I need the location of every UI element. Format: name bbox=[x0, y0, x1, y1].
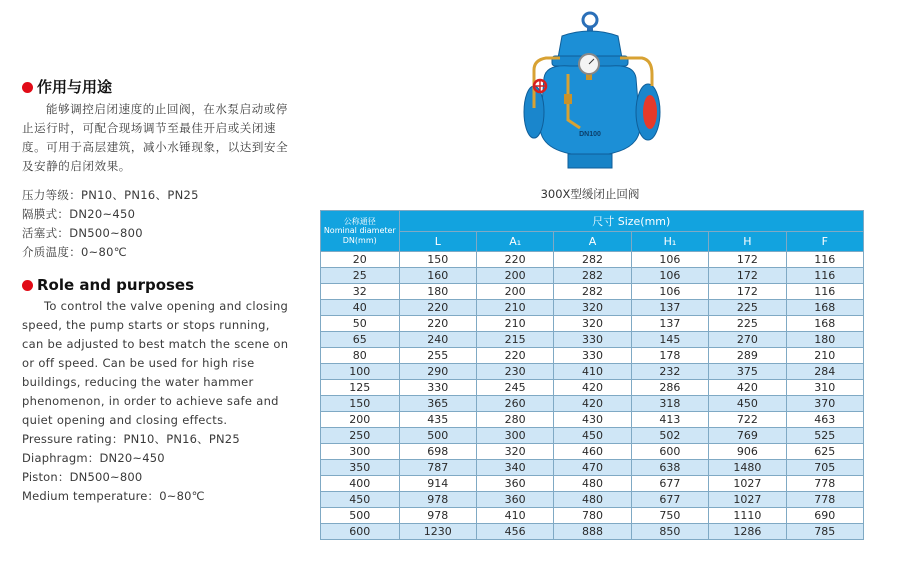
cell-l: 220 bbox=[399, 300, 476, 316]
cell-l: 290 bbox=[399, 364, 476, 380]
cell-a1: 360 bbox=[476, 492, 553, 508]
cell-h: 289 bbox=[709, 348, 786, 364]
cell-dn: 400 bbox=[321, 476, 400, 492]
table-row bbox=[321, 444, 864, 460]
cell-l: 978 bbox=[399, 492, 476, 508]
cn-spec-pressure: 压力等级：PN10、PN16、PN25 bbox=[22, 188, 199, 202]
cell-h1: 638 bbox=[631, 460, 708, 476]
cell-h: 906 bbox=[709, 444, 786, 460]
cell-l: 500 bbox=[399, 428, 476, 444]
cell-l: 698 bbox=[399, 444, 476, 460]
en-section bbox=[22, 274, 292, 506]
cell-l: 1230 bbox=[399, 524, 476, 540]
cell-a: 450 bbox=[554, 428, 631, 444]
table-row bbox=[321, 428, 864, 444]
col-header-h1: H₁ bbox=[631, 232, 708, 252]
dn-header-unit: DN(mm) bbox=[342, 235, 377, 245]
cell-l: 220 bbox=[399, 316, 476, 332]
dimension-table bbox=[320, 210, 864, 540]
dn-header-en: Nominal diameter bbox=[323, 226, 396, 236]
cn-spec-diaphragm: 隔膜式：DN20~450 bbox=[22, 207, 136, 221]
cell-f: 785 bbox=[786, 524, 863, 540]
valve-product-image bbox=[510, 8, 670, 180]
cn-spec-temperature: 介质温度：0~80℃ bbox=[22, 245, 127, 259]
cell-f: 284 bbox=[786, 364, 863, 380]
cell-l: 435 bbox=[399, 412, 476, 428]
en-paragraph: To control the valve opening and closing speed, the pump starts or stops running, can be adjusted to best match the scene on or off speed. Can be used for high rise buildings, reducing the water hammer phenomenon, in order to achieve safe and quiet opening and closing effects. bbox=[22, 299, 289, 427]
cell-a1: 210 bbox=[476, 300, 553, 316]
cell-a: 780 bbox=[554, 508, 631, 524]
cell-f: 778 bbox=[786, 492, 863, 508]
cell-h: 172 bbox=[709, 268, 786, 284]
cell-dn: 32 bbox=[321, 284, 400, 300]
cn-paragraph: 能够调控启闭速度的止回阀，在水泵启动或停止运行时，可配合现场调节至最佳开启或关闭速度。可用于高层建筑，减小水锤现象，以达到安全及安静的启闭效果。 bbox=[22, 102, 289, 173]
cell-a1: 456 bbox=[476, 524, 553, 540]
cell-h1: 286 bbox=[631, 380, 708, 396]
cell-h1: 850 bbox=[631, 524, 708, 540]
dn-header-cell bbox=[321, 211, 400, 252]
cell-a: 320 bbox=[554, 300, 631, 316]
cell-f: 525 bbox=[786, 428, 863, 444]
red-bullet-icon bbox=[22, 82, 33, 93]
cell-dn: 250 bbox=[321, 428, 400, 444]
cell-h: 1110 bbox=[709, 508, 786, 524]
cell-h1: 178 bbox=[631, 348, 708, 364]
cell-h1: 106 bbox=[631, 252, 708, 268]
red-bullet-icon bbox=[22, 280, 33, 291]
cell-h: 420 bbox=[709, 380, 786, 396]
cell-dn: 20 bbox=[321, 252, 400, 268]
cell-h: 1286 bbox=[709, 524, 786, 540]
cell-h: 172 bbox=[709, 252, 786, 268]
cell-a1: 280 bbox=[476, 412, 553, 428]
cell-h1: 318 bbox=[631, 396, 708, 412]
cell-a: 460 bbox=[554, 444, 631, 460]
cn-heading bbox=[22, 76, 292, 98]
cell-a: 282 bbox=[554, 268, 631, 284]
en-spec-list bbox=[22, 430, 292, 506]
table-row bbox=[321, 332, 864, 348]
cell-f: 210 bbox=[786, 348, 863, 364]
table-row bbox=[321, 412, 864, 428]
cell-h: 225 bbox=[709, 316, 786, 332]
en-spec-pressure: Pressure rating：PN10、PN16、PN25 bbox=[22, 432, 240, 446]
cell-a: 330 bbox=[554, 332, 631, 348]
cell-f: 116 bbox=[786, 268, 863, 284]
cell-h: 375 bbox=[709, 364, 786, 380]
cell-a1: 215 bbox=[476, 332, 553, 348]
cell-f: 116 bbox=[786, 252, 863, 268]
cell-dn: 40 bbox=[321, 300, 400, 316]
en-spec-diaphragm: Diaphragm：DN20~450 bbox=[22, 451, 165, 465]
cell-l: 180 bbox=[399, 284, 476, 300]
cn-spec-list bbox=[22, 186, 292, 262]
size-header-cell: 尺寸 Size(mm) bbox=[399, 211, 863, 232]
cell-dn: 100 bbox=[321, 364, 400, 380]
cell-h1: 106 bbox=[631, 268, 708, 284]
cell-h: 172 bbox=[709, 284, 786, 300]
table-row bbox=[321, 476, 864, 492]
cell-h: 1480 bbox=[709, 460, 786, 476]
cell-a1: 220 bbox=[476, 348, 553, 364]
cell-f: 463 bbox=[786, 412, 863, 428]
cell-l: 914 bbox=[399, 476, 476, 492]
table-row bbox=[321, 300, 864, 316]
cell-a: 282 bbox=[554, 284, 631, 300]
cell-a: 282 bbox=[554, 252, 631, 268]
cell-dn: 80 bbox=[321, 348, 400, 364]
table-body bbox=[321, 252, 864, 540]
cell-a: 330 bbox=[554, 348, 631, 364]
cell-dn: 25 bbox=[321, 268, 400, 284]
cell-a1: 200 bbox=[476, 268, 553, 284]
col-header-f: F bbox=[786, 232, 863, 252]
cell-h1: 750 bbox=[631, 508, 708, 524]
cell-l: 255 bbox=[399, 348, 476, 364]
cell-a: 410 bbox=[554, 364, 631, 380]
table-row bbox=[321, 316, 864, 332]
cell-dn: 125 bbox=[321, 380, 400, 396]
cell-f: 690 bbox=[786, 508, 863, 524]
cell-a1: 200 bbox=[476, 284, 553, 300]
cell-a: 420 bbox=[554, 380, 631, 396]
cell-h1: 677 bbox=[631, 476, 708, 492]
cell-h1: 413 bbox=[631, 412, 708, 428]
cell-a1: 360 bbox=[476, 476, 553, 492]
cell-a1: 260 bbox=[476, 396, 553, 412]
cell-l: 787 bbox=[399, 460, 476, 476]
cell-h: 769 bbox=[709, 428, 786, 444]
table-row bbox=[321, 252, 864, 268]
cell-f: 625 bbox=[786, 444, 863, 460]
product-caption: 300X型缓闭止回阀 bbox=[540, 187, 640, 201]
dn-header-cn: 公称通径 bbox=[343, 216, 376, 226]
cell-f: 180 bbox=[786, 332, 863, 348]
table-row bbox=[321, 492, 864, 508]
cell-a: 888 bbox=[554, 524, 631, 540]
cell-f: 116 bbox=[786, 284, 863, 300]
cell-h1: 106 bbox=[631, 284, 708, 300]
table-row bbox=[321, 508, 864, 524]
cell-a: 470 bbox=[554, 460, 631, 476]
cell-dn: 50 bbox=[321, 316, 400, 332]
cell-h: 1027 bbox=[709, 476, 786, 492]
cell-a: 420 bbox=[554, 396, 631, 412]
en-spec-temperature: Medium temperature：0~80℃ bbox=[22, 489, 205, 503]
cell-dn: 150 bbox=[321, 396, 400, 412]
cell-dn: 600 bbox=[321, 524, 400, 540]
cell-a1: 210 bbox=[476, 316, 553, 332]
col-header-a: A bbox=[554, 232, 631, 252]
cell-a1: 300 bbox=[476, 428, 553, 444]
cell-a: 480 bbox=[554, 492, 631, 508]
cell-a1: 340 bbox=[476, 460, 553, 476]
cell-a: 320 bbox=[554, 316, 631, 332]
cn-spec-piston: 活塞式：DN500~800 bbox=[22, 226, 143, 240]
en-heading-text: Role and purposes bbox=[37, 276, 195, 294]
cell-h: 1027 bbox=[709, 492, 786, 508]
cell-h1: 137 bbox=[631, 300, 708, 316]
table-row bbox=[321, 364, 864, 380]
cell-h1: 677 bbox=[631, 492, 708, 508]
table-row bbox=[321, 524, 864, 540]
cell-l: 240 bbox=[399, 332, 476, 348]
valve-body-marking: DN100 bbox=[579, 131, 601, 138]
cell-l: 978 bbox=[399, 508, 476, 524]
table-row bbox=[321, 396, 864, 412]
cell-l: 365 bbox=[399, 396, 476, 412]
cell-a1: 410 bbox=[476, 508, 553, 524]
cell-h: 270 bbox=[709, 332, 786, 348]
cell-h1: 137 bbox=[631, 316, 708, 332]
table-row bbox=[321, 348, 864, 364]
table-row bbox=[321, 268, 864, 284]
en-spec-piston: Piston：DN500~800 bbox=[22, 470, 143, 484]
cell-h1: 502 bbox=[631, 428, 708, 444]
description-panel bbox=[22, 76, 292, 506]
cell-a1: 320 bbox=[476, 444, 553, 460]
cell-dn: 450 bbox=[321, 492, 400, 508]
cell-h: 450 bbox=[709, 396, 786, 412]
cell-dn: 65 bbox=[321, 332, 400, 348]
cell-h1: 232 bbox=[631, 364, 708, 380]
cell-dn: 300 bbox=[321, 444, 400, 460]
cell-h1: 600 bbox=[631, 444, 708, 460]
cell-f: 705 bbox=[786, 460, 863, 476]
table-row bbox=[321, 284, 864, 300]
cell-a1: 230 bbox=[476, 364, 553, 380]
cell-dn: 500 bbox=[321, 508, 400, 524]
cell-l: 160 bbox=[399, 268, 476, 284]
cell-f: 168 bbox=[786, 300, 863, 316]
cell-h1: 145 bbox=[631, 332, 708, 348]
cell-h: 225 bbox=[709, 300, 786, 316]
col-header-h: H bbox=[709, 232, 786, 252]
cell-a1: 220 bbox=[476, 252, 553, 268]
cell-f: 168 bbox=[786, 316, 863, 332]
en-heading bbox=[22, 274, 292, 296]
cell-dn: 200 bbox=[321, 412, 400, 428]
cn-heading-text: 作用与用途 bbox=[37, 78, 113, 96]
cell-h: 722 bbox=[709, 412, 786, 428]
cell-dn: 350 bbox=[321, 460, 400, 476]
cell-f: 310 bbox=[786, 380, 863, 396]
cell-l: 150 bbox=[399, 252, 476, 268]
cell-a: 480 bbox=[554, 476, 631, 492]
col-header-l: L bbox=[399, 232, 476, 252]
cell-a: 430 bbox=[554, 412, 631, 428]
cell-a1: 245 bbox=[476, 380, 553, 396]
cell-l: 330 bbox=[399, 380, 476, 396]
table-row bbox=[321, 380, 864, 396]
cell-f: 778 bbox=[786, 476, 863, 492]
table-row bbox=[321, 460, 864, 476]
cell-f: 370 bbox=[786, 396, 863, 412]
col-header-a1: A₁ bbox=[476, 232, 553, 252]
